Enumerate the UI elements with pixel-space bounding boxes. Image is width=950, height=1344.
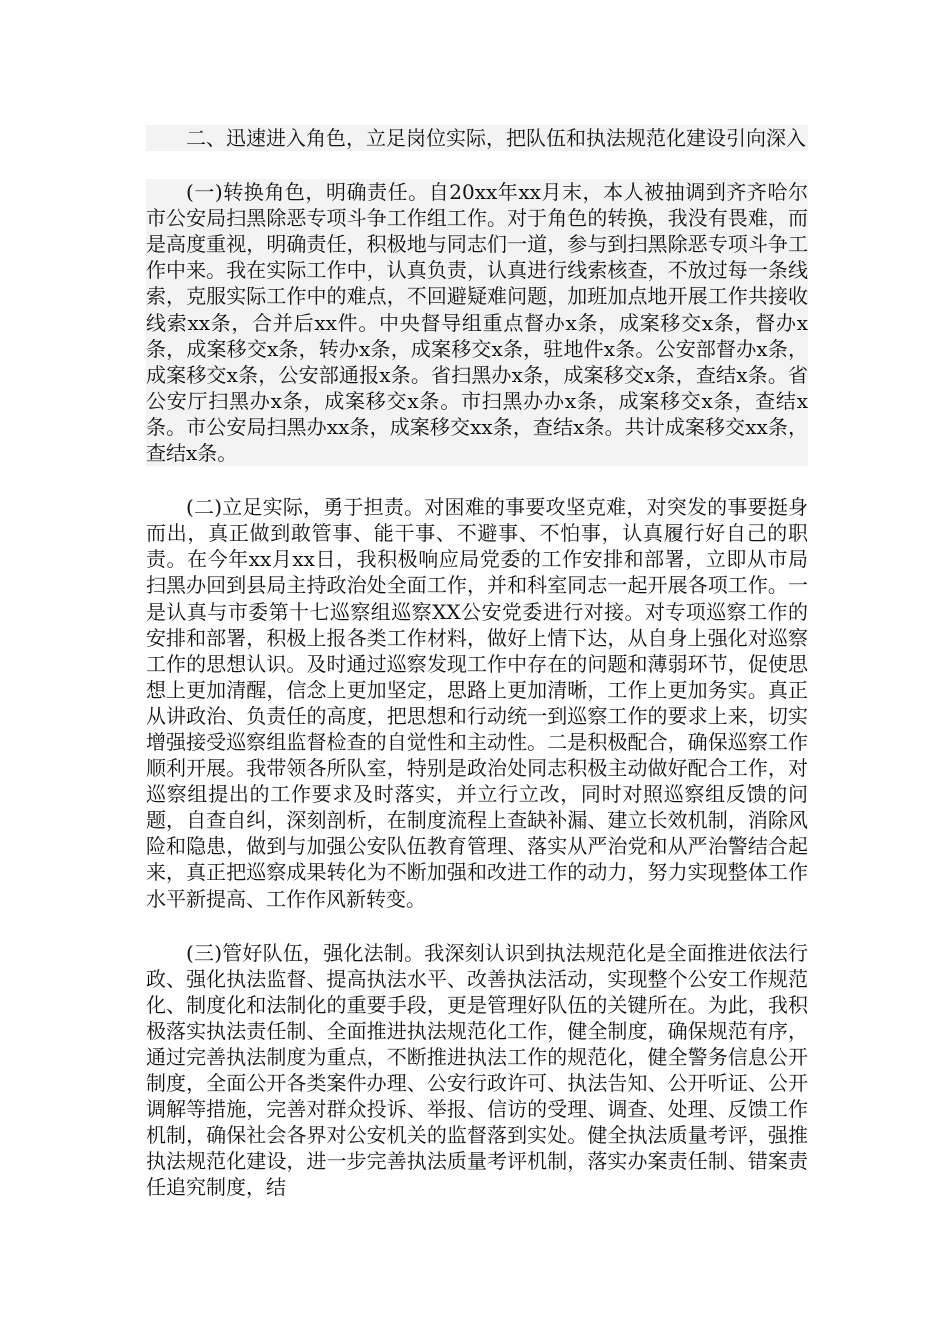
- section-heading: 二、迅速进入角色，立足岗位实际，把队伍和执法规范化建设引向深入: [146, 125, 808, 151]
- document-body: [146, 125, 808, 1229]
- paragraph-responsibility: (二)立足实际，勇于担责。对困难的事要攻坚克难，对突发的事要挺身而出，真正做到敢管事、能干事、不避事、不怕事，认真履行好自己的职责。在今年xx月xx日，我积极响应局党委的工作安排和部署，立即从市局扫黑办回到县局主持政治处全面工作，并和科室同志一起开展各项工作。一是认真与市委第十七巡察组巡察XX公安党委进行对接。对专项巡察工作的安排和部署，积极上报各类工作材料，做好上情下达，从自身上强化对巡察工作的思想认识。及时通过巡察发现工作中存在的问题和薄弱环节，促使思想上更加清醒，信念上更加坚定，思路上更加清晰，工作上更加务实。真正从讲政治、负责任的高度，把思想和行动统一到巡察工作的要求上来，切实增强接受巡察组监督检查的自觉性和主动性。二是积极配合，确保巡察工作顺利开展。我带领各所队室，特别是政治处同志积极主动做好配合工作，对巡察组提出的工作要求及时落实，并立行立改，同时对照巡察组反馈的问题，自查自纠，深刻剖析，在制度流程上查缺补漏、建立长效机制，消除风险和隐患，做到与加强公安队伍教育管理、落实从严治党和从严治警结合起来，真正把巡察成果转化为不断加强和改进工作的动力，努力实现整体工作水平新提高、工作作风新转变。: [146, 495, 808, 911]
- paragraph-role-change: (一)转换角色，明确责任。自20xx年xx月末，本人被抽调到齐齐哈尔市公安局扫黑除恶专项斗争工作组工作。对于角色的转换，我没有畏难，而是高度重视，明确责任，积极地与同志们一道，参与到扫黑除恶专项斗争工作中来。我在实际工作中，认真负责，认真进行线索核查，不放过每一条线索，克服实际工作中的难点，不回避疑难问题，加班加点地开展工作共接收线索xx条，合并后xx件。中央督导组重点督办x条，成案移交x条，督办x条，成案移交x条，转办x条，成案移交x条，驻地件x条。公安部督办x条，成案移交x条，公安部通报x条。省扫黑办x条，成案移交x条，查结x条。省公安厅扫黑办x条，成案移交x条。市扫黑办办x条，成案移交x条，查结x条。市公安局扫黑办xx条，成案移交xx条，查结x条。共计成案移交xx条，查结x条。: [146, 180, 808, 466]
- paragraph-team-management: (三)管好队伍，强化法制。我深刻认识到执法规范化是全面推进依法行政、强化执法监督、提高执法水平、改善执法活动，实现整个公安工作规范化、制度化和法制化的重要手段，更是管理好队伍的关键所在。为此，我积极落实执法责任制、全面推进执法规范化工作，健全制度，确保规范有序，通过完善执法制度为重点，不断推进执法工作的规范化，健全警务信息公开制度，全面公开各类案件办理、公安行政许可、执法告知、公开听证、公开调解等措施，完善对群众投诉、举报、信访的受理、调查、处理、反馈工作机制，确保社会各界对公安机关的监督落到实处。健全执法质量考评，强推执法规范化建设，进一步完善执法质量考评机制，落实办案责任制、错案责任追究制度，结: [146, 940, 808, 1200]
